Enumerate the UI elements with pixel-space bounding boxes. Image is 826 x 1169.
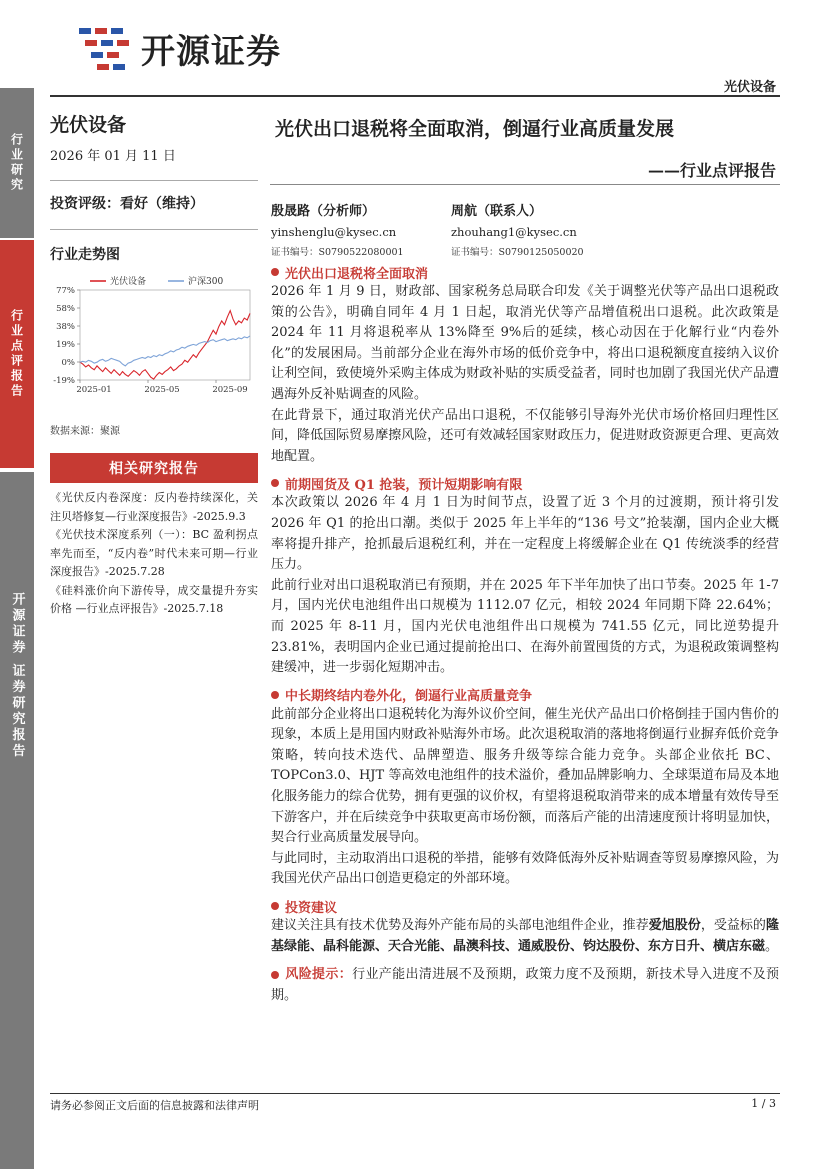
- legend-label: 光伏设备: [110, 277, 147, 287]
- author-card: [271, 200, 404, 258]
- section-heading: [271, 262, 779, 282]
- header-divider: [50, 95, 780, 97]
- related-report-link[interactable]: 《光伏反内卷深度：反内卷持续深化，关注贝塔修复—行业深度报告》-2025.9.3: [50, 491, 258, 523]
- report-title: 光伏出口退税将全面取消，倒逼行业高质量发展: [275, 118, 675, 140]
- left-divider: [50, 229, 258, 230]
- investment-mid: ，受益标的: [700, 918, 766, 934]
- series-line-hs300: [80, 336, 250, 366]
- paragraph: 此前部分企业将出口退税转化为海外议价空间，催生光伏产品出口价格倒挂于国内售价的现象，本质上是用国内财政补贴海外市场。此次退税取消的落地将倒逼行业摒弃低价竞争策略，转向技术迭代、品牌塑造、服务升级等综合能力竞争。头部企业依托 BC、TOPCon3.0、HJT 等高效电池组件的技术溢价，叠加品牌影响力、全球渠道布局及本地化服务能力的综合优势，拥有更强的议价权，有望将退税取消带来的成本增量有效传导至下游客户，并在后续竞争中获取更高市场份额，而落后产能的出清速度预计将明显加快，契合行业高质量发展导向。: [271, 706, 779, 846]
- section-heading-text: 投资建议: [285, 900, 338, 916]
- author-name: 周航（联系人）: [451, 204, 543, 219]
- bullet-icon: [271, 691, 279, 699]
- y-tick-label: 77%: [56, 286, 75, 296]
- side-tab-top: [0, 88, 34, 238]
- title-divider: [270, 184, 780, 185]
- trend-chart-title: 行业走势图: [50, 247, 120, 263]
- brand-name: 开源证券: [141, 31, 281, 72]
- page-number: 1 / 3: [751, 1097, 776, 1110]
- sector-name: 光伏设备: [50, 114, 127, 136]
- legend-label: 沪深300: [188, 277, 224, 287]
- bullet-icon: [271, 479, 279, 487]
- paragraph: 2026 年 1 月 9 日，财政部、国家税务总局联合印发《关于调整光伏等产品出口退税政策的公告》，明确自同年 4 月 1 日起，取消光伏等产品增值税出口退税。此次政策是 2024 年 11 月将退税率从 13%降至 9%后的延续，核心动因在于化解行业“内卷外化”的发展困局。当前部分企业在海外市场的低价竞争中，将出口退税额度直接纳入议价让利空间，致使境外采购主体成为财政补贴的实质受益者，同时也加剧了我国光伏产品遭遇海外反补贴调查的风险。: [271, 284, 779, 402]
- x-tick-label: 2025-05: [144, 385, 180, 395]
- investment-rating: 投资评级：看好（维持）: [50, 196, 204, 212]
- brand-logo: [75, 20, 281, 76]
- y-tick-label: 19%: [56, 340, 75, 350]
- report-date: 2026 年 01 月 11 日: [50, 149, 176, 164]
- section-heading-text: 前期囤货及 Q1 抢装，预计短期影响有限: [285, 477, 523, 493]
- section-heading: [271, 896, 779, 916]
- paragraph: 与此同时，主动取消出口退税的举措，能够有效降低海外反补贴调查等贸易摩擦风险，为我国光伏产品出口创造更稳定的外部环境。: [271, 850, 779, 887]
- related-report-link[interactable]: 《光伏技术深度系列（一）：BC 盈利拐点率先而至，“反内卷”时代未来可期—行业深度报告》-2025.7.28: [50, 528, 258, 578]
- y-tick-label: 58%: [56, 304, 75, 314]
- data-source: 数据来源：聚源: [50, 426, 120, 437]
- header-sector-tag: 光伏设备: [723, 80, 776, 95]
- related-reports-title: 相关研究报告: [50, 453, 258, 483]
- investment-paragraph: [271, 916, 779, 957]
- trend-chart-svg: [50, 272, 258, 414]
- bullet-icon: [271, 971, 279, 979]
- left-column: [50, 110, 258, 619]
- section-heading-text: 光伏出口退税将全面取消: [285, 266, 429, 282]
- related-report-link[interactable]: 《硅料涨价向下游传导，成交量提升夯实价格 —行业点评报告》-2025.7.18: [50, 583, 258, 615]
- x-tick-label: 2025-01: [76, 385, 112, 395]
- section-heading: [271, 685, 779, 705]
- y-tick-label: 0%: [61, 358, 75, 368]
- footer-divider: [50, 1093, 780, 1094]
- series-line-pv: [80, 311, 250, 380]
- recommended-stock: 爱旭股份: [648, 918, 701, 934]
- side-tab-bottom-label: 开源证券 证券研究报告: [9, 592, 25, 760]
- authors: [271, 200, 781, 258]
- side-tab-top-label: 行业研究: [9, 133, 24, 193]
- risk-text: 行业产能出清进展不及预期，政策力度不及预期，新技术导入进度不及预期。: [271, 967, 779, 1003]
- author-card: [451, 200, 584, 258]
- x-tick-label: 2025-09: [212, 385, 248, 395]
- paragraph: 此前行业对出口退税取消已有预期，并在 2025 年下半年加快了出口节奏。2025 年 1-7 月，国内光伏电池组件出口规模为 1112.07 亿元，相较 2024 年同期下降 22.64%；而 2025 年 8-11 月，国内光伏电池组件出口规模为 741.55 亿元，同比逆势提升 23.81%，表明国内企业已通过提前抢出口、在海外前置囤货的方式，为退税政策调整构建缓冲，进一步弱化短期冲击。: [271, 577, 779, 676]
- risk-paragraph: [271, 965, 779, 1006]
- related-reports-list: [50, 489, 258, 619]
- report-subtitle: ——行业点评报告: [647, 161, 776, 180]
- author-cert: 证书编号：S0790522080001: [271, 247, 404, 258]
- paragraph: 本次政策以 2026 年 4 月 1 日为时间节点，设置了近 3 个月的过渡期，预计将引发 2026 年 Q1 的抢出口潮。类似于 2025 年上半年的“136 号文”抢装潮，国内企业大概率将提升排产，抢抓最后退税红利，并在一定程度上将缓解企业在 Q1 传统淡季的经营压力。: [271, 495, 779, 573]
- brand-mark-icon: [75, 20, 131, 76]
- beneficiary-stocks: 隆基绿能、晶科能源、天合光能、晶澳科技、通威股份、钧达股份、东方日升、横店东磁: [271, 918, 779, 954]
- investment-end: 。: [765, 938, 779, 954]
- trend-chart: [50, 272, 258, 414]
- author-cert: 证书编号：S0790125050020: [451, 247, 584, 258]
- footer-disclaimer: 请务必参阅正文后面的信息披露和法律声明: [50, 1099, 259, 1112]
- side-tab-middle-label: 行业点评报告: [9, 309, 24, 399]
- chart-frame: [80, 290, 250, 380]
- side-tab-middle: [0, 240, 34, 468]
- y-tick-label: -19%: [53, 376, 75, 386]
- bullet-icon: [271, 268, 279, 276]
- author-email[interactable]: zhouhang1@kysec.cn: [451, 225, 577, 239]
- author-name: 殷晟路（分析师）: [271, 204, 376, 219]
- author-email[interactable]: yinshenglu@kysec.cn: [271, 225, 397, 239]
- side-tab-bottom: [0, 472, 34, 1169]
- bullet-icon: [271, 902, 279, 910]
- y-tick-label: 38%: [56, 322, 75, 332]
- section-heading-text: 中长期终结内卷外化，倒逼行业高质量竞争: [285, 689, 533, 705]
- section-heading: [271, 473, 779, 493]
- risk-label: 风险提示：: [285, 967, 353, 983]
- left-divider: [50, 180, 258, 181]
- report-body: [271, 262, 779, 1006]
- investment-lead: 建议关注具有技术优势及海外产能布局的头部电池组件企业，推荐: [271, 918, 649, 934]
- paragraph: 在此背景下，通过取消光伏产品出口退税，不仅能够引导海外光伏市场价格回归理性区间，降低国际贸易摩擦风险，还可有效减轻国家财政压力，促进财政资源更合理、更高效地配置。: [271, 407, 779, 464]
